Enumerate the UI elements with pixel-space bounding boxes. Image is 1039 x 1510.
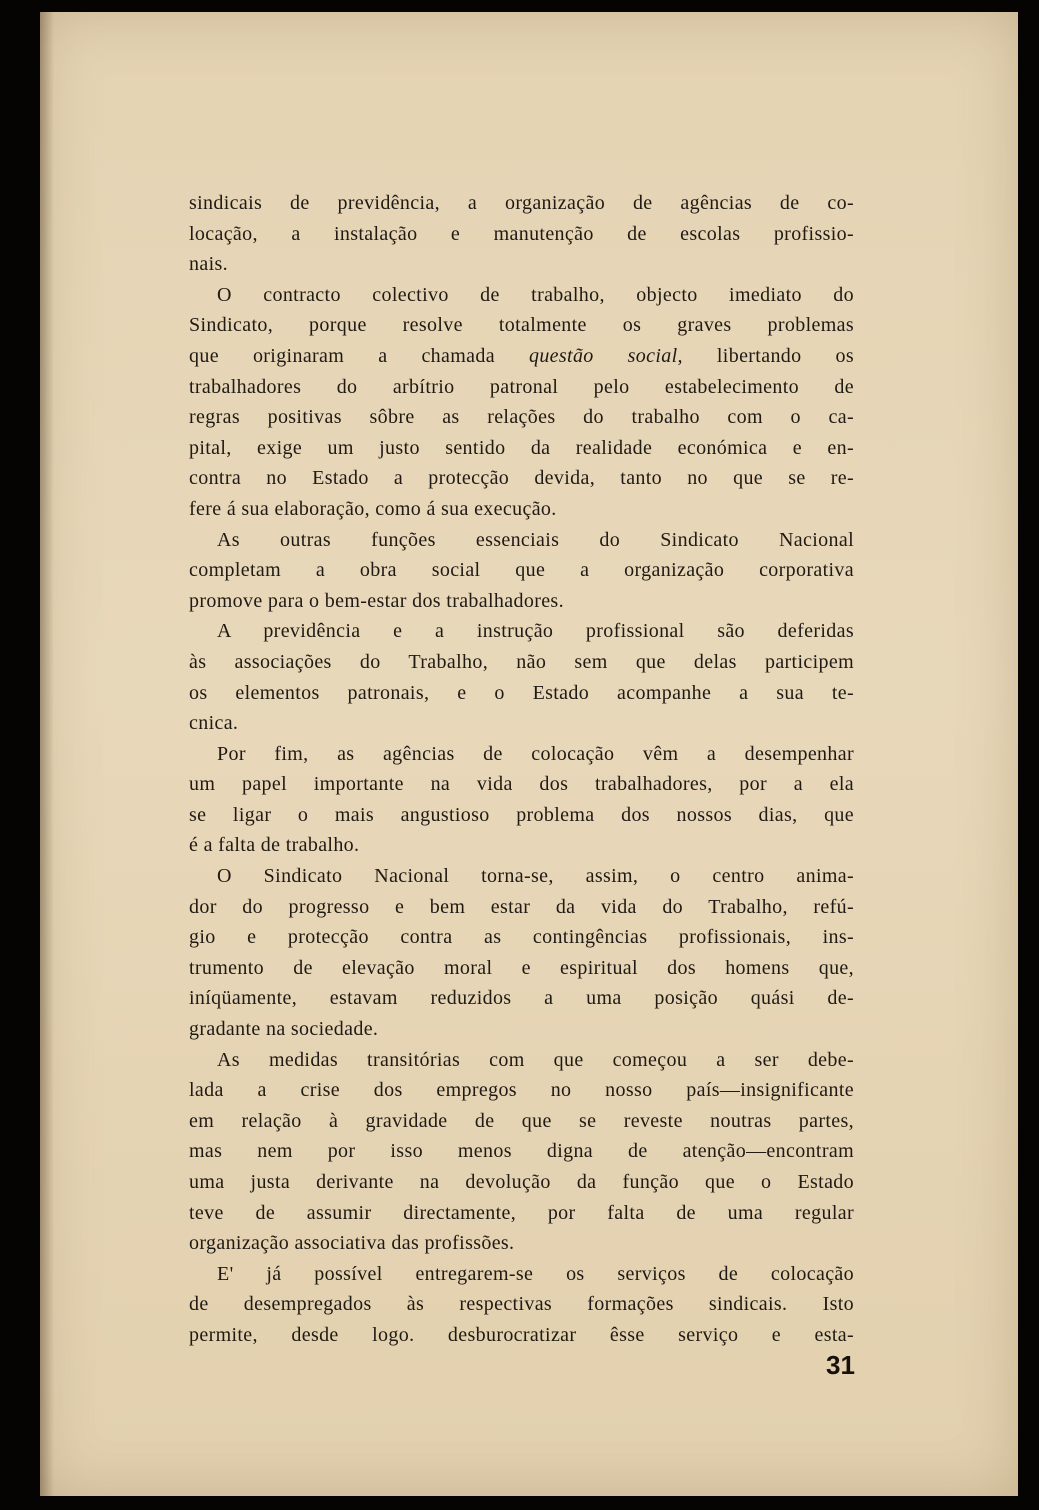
text-line: promove para o bem-estar dos trabalhadores. bbox=[189, 589, 564, 612]
text-line: trabalhadores do arbítrio patronal pelo estabelecimento de bbox=[189, 375, 854, 398]
text-line: às associações do Trabalho, não sem que delas participem bbox=[189, 650, 854, 673]
text-line: fere á sua elaboração, como á sua execução. bbox=[189, 497, 557, 520]
body-text bbox=[189, 188, 854, 1351]
page-number: 31 bbox=[826, 1350, 855, 1380]
text-line: cnica. bbox=[189, 712, 239, 735]
text-line: Por fim, as agências de colocação vêm a desempenhar bbox=[217, 742, 854, 765]
text-line: pital, exige um justo sentido da realidade económica e en- bbox=[189, 436, 854, 459]
text-line: é a falta de trabalho. bbox=[189, 834, 360, 857]
text-segment: libertando os bbox=[682, 344, 854, 367]
text-line: um papel importante na vida dos trabalhadores, por a ela bbox=[189, 773, 854, 796]
text-line: regras positivas sôbre as relações do trabalho com o ca- bbox=[189, 406, 854, 429]
text-line: lada a crise dos empregos no nosso país—insignificante bbox=[189, 1079, 854, 1102]
page-gutter-shadow bbox=[40, 12, 54, 1496]
text-line: iníqüamente, estavam reduzidos a uma posição quási de- bbox=[189, 987, 854, 1010]
book-page bbox=[40, 12, 1018, 1496]
text-line: contra no Estado a protecção devida, tanto no que se re- bbox=[189, 467, 854, 490]
text-line: de desempregados às respectivas formações sindicais. Isto bbox=[189, 1293, 854, 1316]
text-line: gio e protecção contra as contingências profissionais, ins- bbox=[189, 926, 854, 949]
text-line: dor do progresso e bem estar da vida do Trabalho, refú- bbox=[189, 895, 854, 918]
text-segment: que originaram a chamada bbox=[189, 344, 529, 367]
text-line: mas nem por isso menos digna de atenção—encontram bbox=[189, 1140, 854, 1163]
text-line: Sindicato, porque resolve totalmente os graves problemas bbox=[189, 314, 854, 337]
text-line: uma justa derivante na devolução da função que o Estado bbox=[189, 1171, 854, 1193]
text-line: sindicais de previdência, a organização de agências de co- bbox=[189, 192, 854, 214]
text-line: gradante na sociedade. bbox=[189, 1018, 379, 1041]
text-line: O Sindicato Nacional torna-se, assim, o centro anima- bbox=[217, 865, 854, 888]
text-line: organização associativa das profissões. bbox=[189, 1232, 515, 1255]
text-line bbox=[189, 341, 854, 372]
text-line: locação, a instalação e manutenção de escolas profissio- bbox=[189, 222, 854, 245]
text-line: trumento de elevação moral e espiritual dos homens que, bbox=[189, 956, 854, 979]
text-line: As medidas transitórias com que começou a ser debe- bbox=[217, 1048, 854, 1071]
text-line: os elementos patronais, e o Estado acompanhe a sua te- bbox=[189, 681, 854, 704]
text-line: O contracto colectivo de trabalho, objecto imediato do bbox=[217, 283, 854, 306]
text-line: As outras funções essenciais do Sindicato Nacional bbox=[217, 528, 854, 551]
text-line: teve de assumir directamente, por falta de uma regular bbox=[189, 1201, 854, 1224]
text-line: permite, desde logo. desburocratizar êsse serviço e esta- bbox=[189, 1323, 854, 1346]
text-line: A previdência e a instrução profissional são deferidas bbox=[217, 620, 854, 643]
text-line: se ligar o mais angustioso problema dos nossos dias, que bbox=[189, 803, 854, 826]
text-line: em relação à gravidade de que se reveste noutras partes, bbox=[189, 1109, 854, 1132]
text-line: E' já possível entregarem-se os serviços de colocação bbox=[217, 1262, 854, 1285]
text-line: nais. bbox=[189, 253, 228, 276]
italic-term: questão social, bbox=[528, 344, 683, 367]
text-line: completam a obra social que a organização corporativa bbox=[189, 559, 854, 582]
